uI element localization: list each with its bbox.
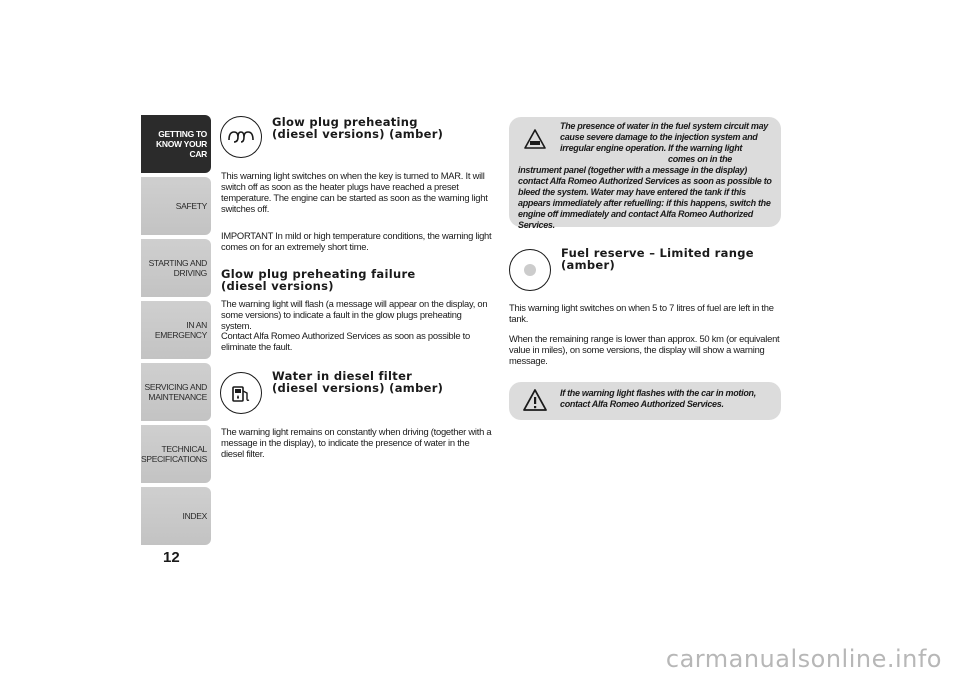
watermark: carmanualsonline.info [665, 645, 942, 673]
glow-plug-icon [220, 116, 262, 158]
warning-triangle-icon [522, 388, 548, 417]
glow-plug-paragraph-2: IMPORTANT In mild or high temperature conditions, the warning light comes on for an extremely short time. [221, 230, 492, 252]
fuel-reserve-paragraph-1: This warning light switches on when 5 to 7 litres of fuel are left in the tank. [509, 302, 774, 324]
tab-safety[interactable]: SAFETY [141, 177, 211, 235]
water-in-fuel-icon [220, 372, 262, 414]
tab-in-an-emergency[interactable]: IN AN EMERGENCY [141, 301, 211, 359]
tab-technical-specifications[interactable]: TECHNICAL SPECIFICATIONS [141, 425, 211, 483]
water-warning-text-b: comes on in the instrument panel (together with a message in the display) contact Alfa Romeo Authorized Services as soon as possible to bleed the system. Water may have entered the tank if this appears immediately after refuelling: if this happens, switch the engine off immediately and contact Alfa Romeo Authorized Services. [518, 154, 772, 230]
fuel-reserve-paragraph-2: When the remaining range is lower than approx. 50 km (or equivalent value in miles), on some versions, the display will show a warning message. [509, 333, 780, 366]
water-warning-text-a: The presence of water in the fuel system circuit may cause severe damage to the injection system and irregular engine operation. If the warning light [560, 121, 768, 153]
glow-plug-paragraph-1: This warning light switches on when the key is turned to MAR. It will switch off as soon as the heater plugs have reached a preset temperature. The engine can be started as soon as the warning light switches off. [221, 170, 488, 214]
water-in-filter-paragraph: The warning light remains on constantly when driving (together with a message in the display), to indicate the presence of water in the diesel filter. [221, 426, 492, 459]
tab-servicing-and-maintenance[interactable]: SERVICING AND MAINTENANCE [141, 363, 211, 421]
fuel-reserve-icon [509, 249, 551, 291]
tab-index[interactable]: INDEX [141, 487, 211, 545]
tab-starting-and-driving[interactable]: STARTING AND DRIVING [141, 239, 211, 297]
glow-plug-failure-paragraph-2: Contact Alfa Romeo Authorized Services as soon as possible to eliminate the fault. [221, 330, 470, 352]
tab-getting-to-know-your-car[interactable]: GETTING TO KNOW YOUR CAR [141, 115, 211, 173]
glow-plug-heading: Glow plug preheating (diesel versions) (amber) [272, 115, 444, 141]
fuel-reserve-heading: Fuel reserve – Limited range (amber) [561, 246, 754, 272]
glow-plug-failure-paragraph-1: The warning light will flash (a message will appear on the display, on some versions) to indicate a fault in the glow plugs preheating system. [221, 298, 488, 331]
engine-warning-icon [523, 128, 547, 155]
flash-warning-text: If the warning light flashes with the car in motion, contact Alfa Romeo Authorized Services. [560, 388, 756, 409]
page-number: 12 [163, 549, 180, 566]
glow-plug-failure-heading: Glow plug preheating failure (diesel versions) [221, 267, 416, 293]
water-in-filter-heading: Water in diesel filter (diesel versions) (amber) [272, 369, 444, 395]
